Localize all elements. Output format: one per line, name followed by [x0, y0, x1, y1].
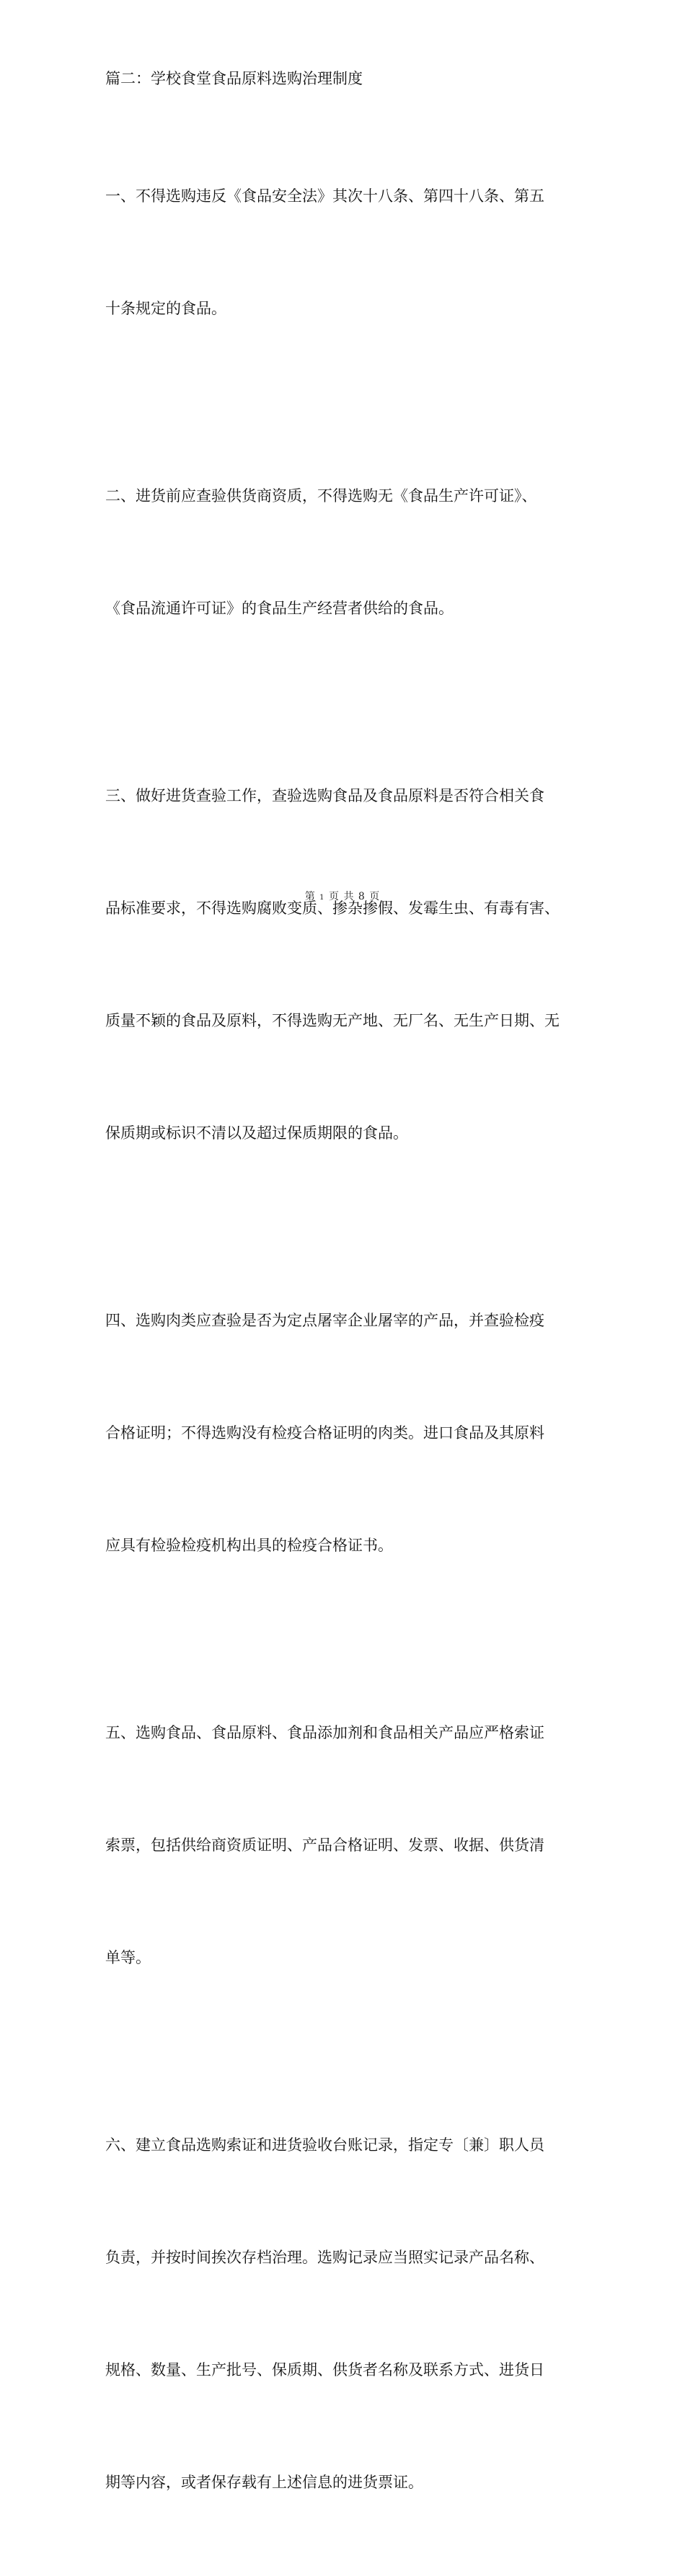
- paragraph-line: 一、不得选购违反《食品安全法》其次十八条、第四十八条、第五: [105, 187, 544, 205]
- paragraph-line: 负责，并按时间挨次存档治理。选购记录应当照实记录产品名称、: [105, 2249, 544, 2266]
- paragraph-2: [105, 402, 596, 702]
- paragraph-line: 五、选购食品、食品原料、食品添加剂和食品相关产品应严格索证: [105, 1724, 544, 1741]
- paragraph-6: [105, 2051, 596, 2576]
- footer-prefix: 第: [304, 891, 316, 902]
- footer-page-number: 1: [319, 894, 325, 902]
- paragraph-line: 十条规定的食品。: [105, 300, 226, 317]
- paragraph-line: 规格、数量、生产批号、保质期、供货者名称及联系方式、进货日: [105, 2361, 544, 2379]
- paragraph-line: 六、建立食品选购索证和进货验收台账记录，指定专〔兼〕职人员: [105, 2136, 544, 2154]
- paragraph-line: 保质期或标识不清以及超过保质期限的食品。: [105, 1124, 408, 1142]
- paragraph-line: 三、做好进货查验工作，查验选购食品及食品原料是否符合相关食: [105, 787, 544, 804]
- paragraph-4: [105, 1227, 596, 1639]
- paragraph-line: 品标准要求，不得选购腐败变质、掺杂掺假、发霉生虫、有毒有害、: [105, 900, 560, 917]
- paragraph-line: 四、选购肉类应查验是否为定点屠宰企业屠宰的产品，并查验检疫: [105, 1312, 544, 1329]
- footer-total-pages: 8: [358, 891, 366, 902]
- paragraph-line: 索票，包括供给商资质证明、产品合格证明、发票、收据、供货清: [105, 1836, 544, 1854]
- paragraph-line: 单等。: [105, 1949, 151, 1966]
- paragraph-5: [105, 1639, 596, 2051]
- footer-middle: 页 共: [329, 891, 355, 902]
- paragraph-line: 合格证明；不得选购没有检疫合格证明的肉类。进口食品及其原料: [105, 1424, 544, 1442]
- document-body: [105, 65, 596, 2576]
- paragraph-1: [105, 102, 596, 402]
- page-footer: [0, 889, 685, 903]
- paragraph-line: 二、进货前应查验供货商资质，不得选购无《食品生产许可证》、: [105, 487, 537, 505]
- footer-suffix: 页: [369, 891, 381, 902]
- paragraph-line: 质量不颖的食品及原料，不得选购无产地、无厂名、无生产日期、无: [105, 1012, 560, 1029]
- paragraph-line: 应具有检验检疫机构出具的检疫合格证书。: [105, 1537, 393, 1554]
- paragraph-line: 《食品流通许可证》的食品生产经营者供给的食品。: [105, 600, 454, 617]
- paragraph-line: 期等内容，或者保存载有上述信息的进货票证。: [105, 2474, 423, 2491]
- paragraph-3: [105, 702, 596, 1227]
- document-title: 篇二：学校食堂食品原料选购治理制度: [105, 70, 363, 87]
